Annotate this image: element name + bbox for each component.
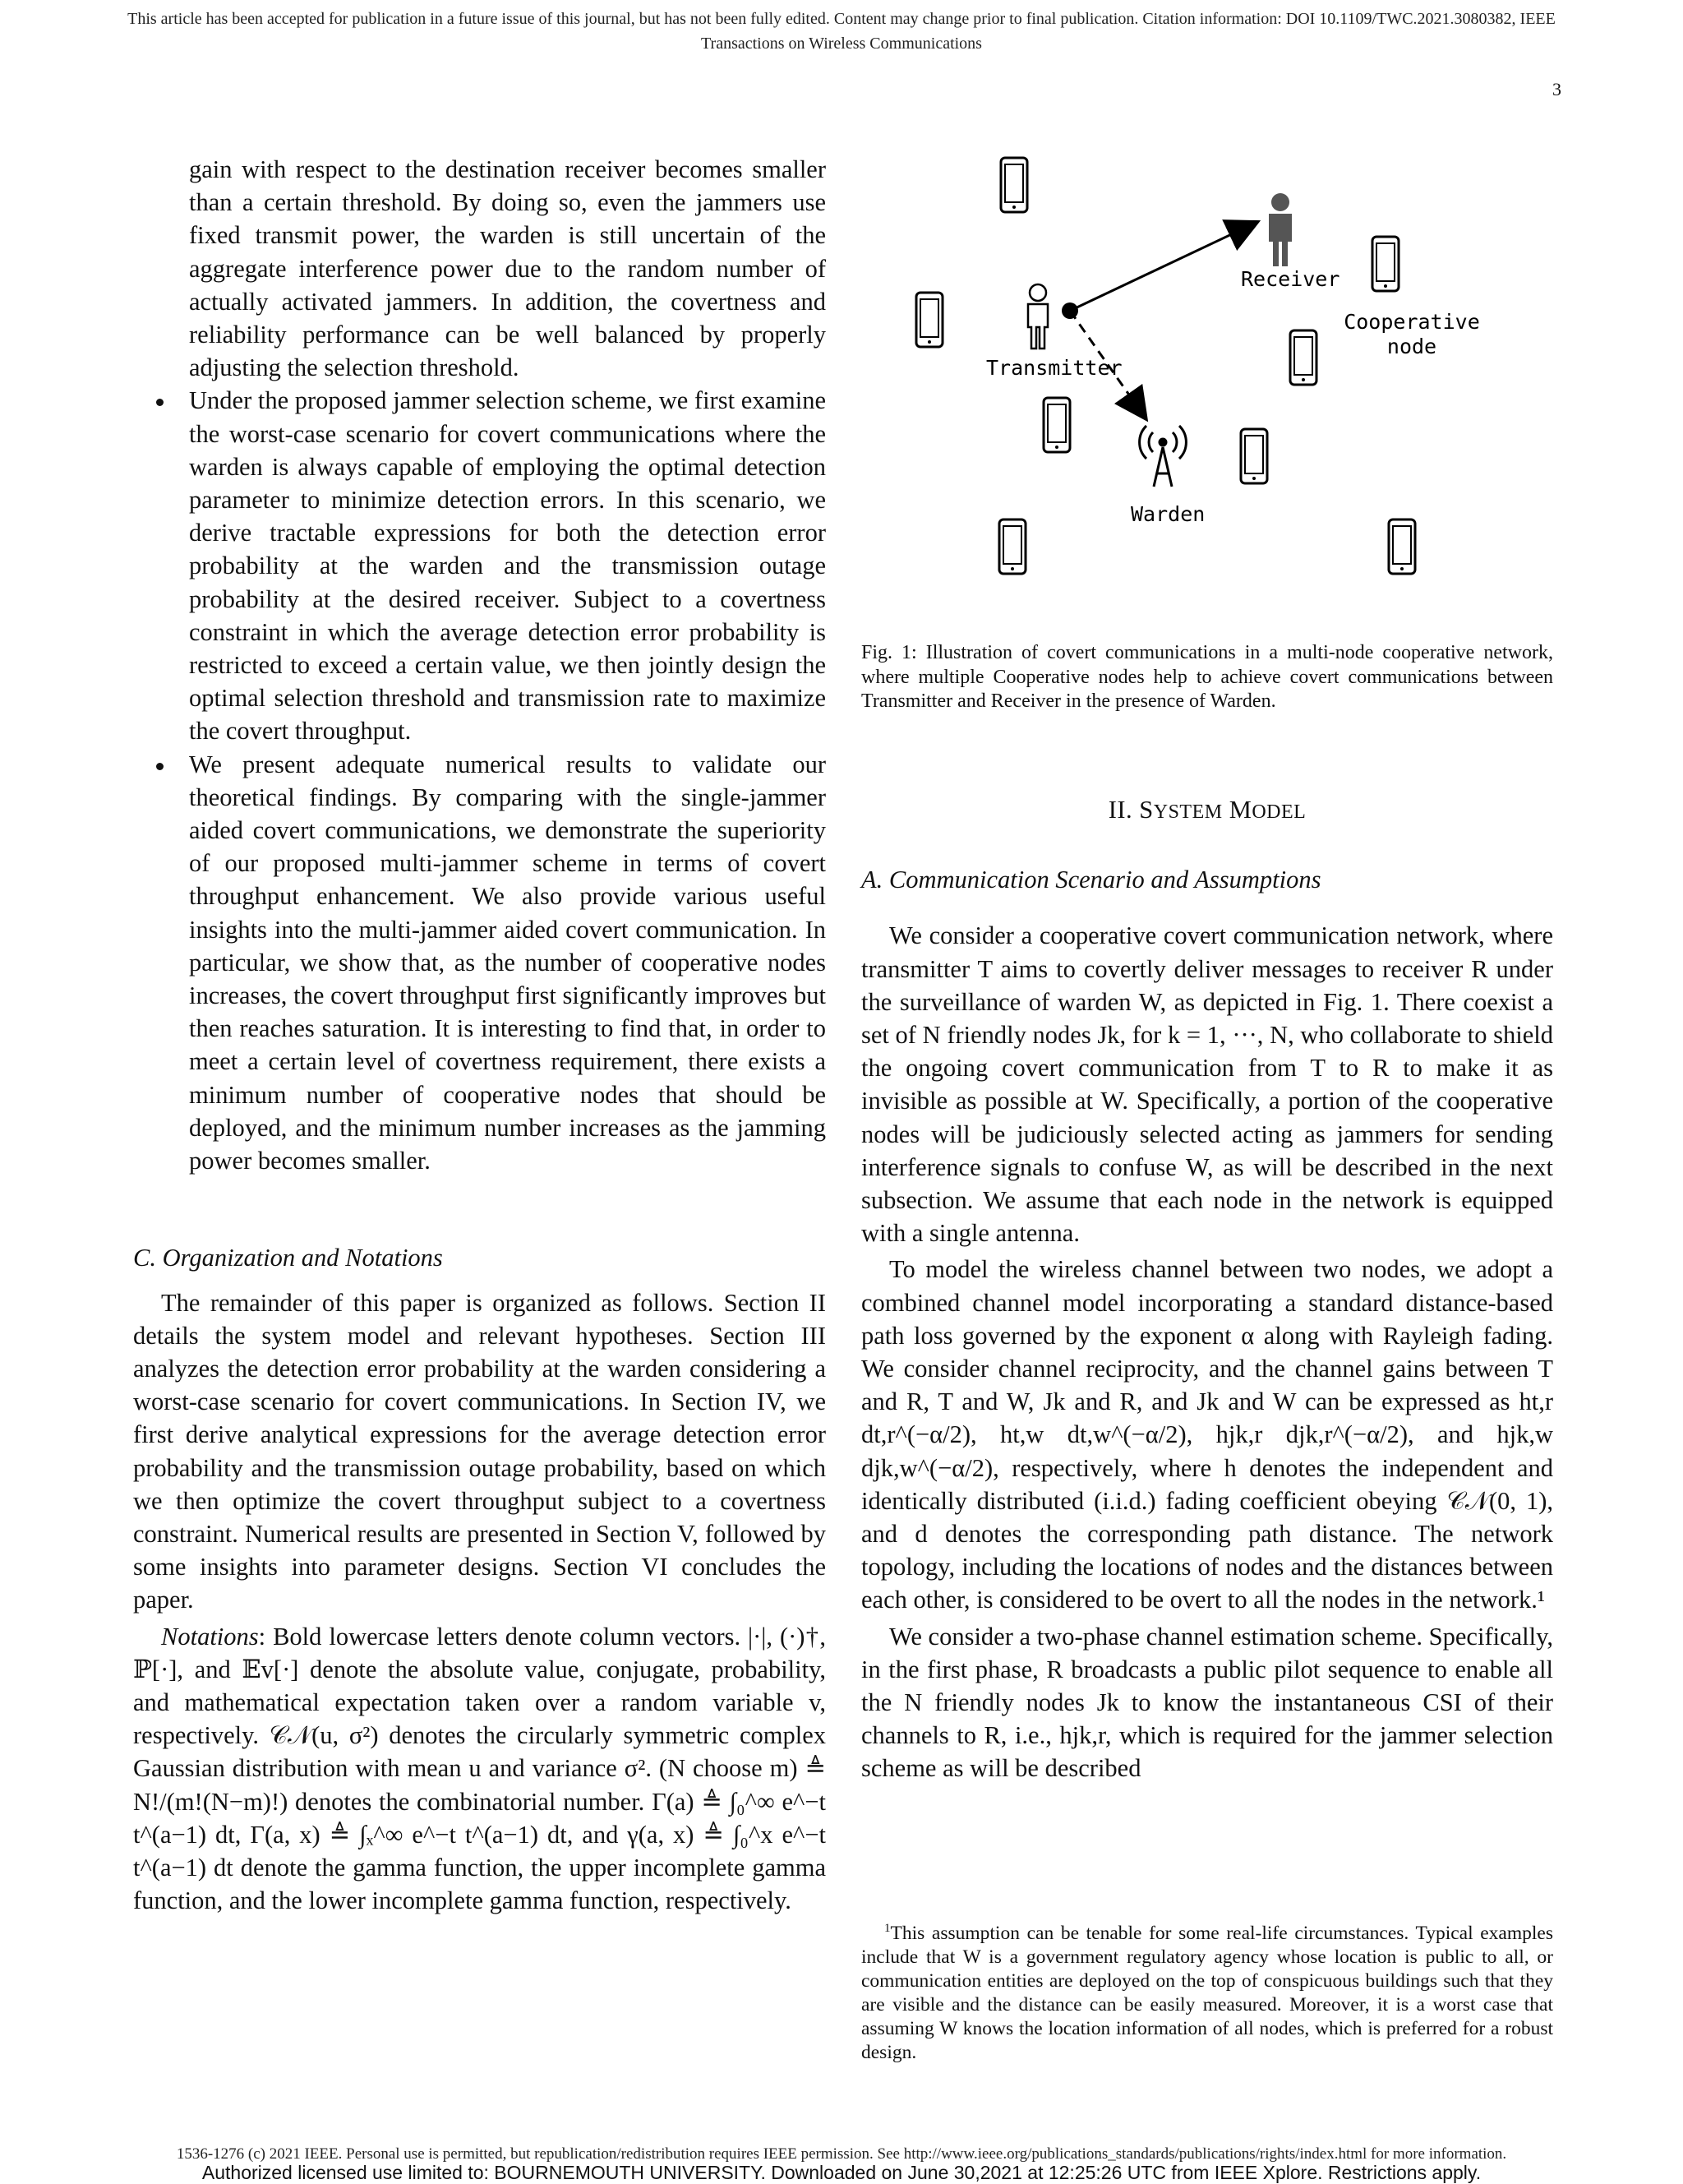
license-notice: Authorized licensed use limited to: BOURNEMOUTH UNIVERSITY. Downloaded on June 30,2021 at 12:25:26 UTC from IEEE Xplore. Restrictions apply. [201, 2162, 1482, 2183]
bullet-icon [156, 763, 164, 770]
coop-label: node [1386, 335, 1437, 358]
section-heading: II. SYSTEM MODEL [1108, 796, 1307, 824]
phone-icon [1001, 158, 1027, 212]
figure-network [896, 148, 1537, 592]
bullet-icon [156, 399, 164, 406]
phone-icon [1044, 398, 1070, 452]
right-column [861, 793, 1553, 1785]
receiver-label: Receiver [1241, 267, 1340, 291]
phone-icon [916, 293, 943, 347]
phone-icon [999, 519, 1026, 574]
copyright-notice: 1536-1276 (c) 2021 IEEE. Personal use is permitted, but republication/redistribution requires IEEE permission. See http://www.ieee.org/publications_standards/publications/rights/index.html for more information. [176, 2145, 1507, 2163]
warden-antenna-icon [1140, 426, 1187, 487]
journal-name: Transactions on Wireless Communications [701, 35, 982, 53]
contribution-list [133, 153, 826, 1177]
warden-label: Warden [1131, 502, 1206, 526]
phone-icon [1290, 330, 1316, 385]
subsection-heading: C. Organization and Notations [133, 1244, 443, 1272]
transmitter-label: Transmitter [986, 356, 1123, 380]
left-column [133, 153, 826, 1917]
paragraph: We consider a two-phase channel estimation scheme. Specifically, in the first phase, R broadcasts a public pilot sequence to enable all the N friendly nodes Jk to know the instantaneous CSI of their channels to R, i.e., hjk,r, which is required for the jammer selection scheme as will be described [861, 1622, 1553, 1783]
phone-icon [1372, 237, 1399, 291]
list-item: gain with respect to the destination receiver becomes smaller than a certain threshold. By doing so, even the jammers use fixed transmit power, the warden is still uncertain of the aggregate interference power due to the random number of actually activated jammers. In addition, the covertness and reliability performance can be well balanced by properly adjusting the selection threshold. [189, 155, 826, 382]
figure-caption: Fig. 1: Illustration of covert communications in a multi-node cooperative network, where multiple Cooperative nodes help to achieve covert communications between Transmitter and Receiver in the presence of Warden. [861, 642, 1553, 712]
coop-label: Cooperative [1344, 310, 1480, 334]
transmitter-icon [1028, 284, 1078, 349]
phone-icon [1241, 429, 1267, 483]
header-notice: This article has been accepted for publication in a future issue of this journal, but has not been fully edited. Content may change prior to final publication. Citation information: DOI 10.1109/TWC.2021.3080382, IEEE [127, 10, 1556, 28]
receiver-icon [1269, 193, 1292, 266]
phone-icon [1389, 519, 1415, 574]
paragraph: We consider a cooperative covert communication network, where transmitter T aims to covertly deliver messages to receiver R under the surveillance of warden W, as depicted in Fig. 1. There coexist a set of N friendly nodes Jk, for k = 1, ···, N, who collaborate to shield the ongoing covert communication from T to R to make it as invisible as possible at W. Specifically, a portion of the cooperative nodes will be judiciously selected acting as jammers for sending interference signals to confuse W, as will be described in the next subsection. We assume that each node in the network is equipped with a single antenna. [861, 921, 1553, 1248]
list-item: Under the proposed jammer selection scheme, we first examine the worst-case scenario for covert communications where the warden is always capable of employing the optimal detection parameter to minimize detection errors. In this scenario, we derive tractable expressions for both the detection error probability at the warden and the transmission outage probability at the desired receiver. Subject to a covertness constraint in which the average detection error probability is restricted to exceed a certain value, we then jointly design the optimal selection threshold and transmission rate to maximize the covert throughput. [133, 384, 826, 747]
page-number: 3 [1552, 79, 1561, 99]
paragraph: To model the wireless channel between two nodes, we adopt a combined channel model incorporating a standard distance-based path loss governed by the exponent α along with Rayleigh fading. We consider channel reciprocity, and the channel gains between T and R, T and W, Jk and R, and Jk and W can be expressed as ht,r dt,r^(−α/2), ht,w dt,w^(−α/2), hjk,r djk,r^(−α/2), and hjk,w djk,w^(−α/2), respectively, where h denotes the independent and identically distributed (i.i.d.) fading coefficient obeying 𝒞𝒩(0, 1), and d denotes the corresponding path distance. The network topology, including the locations of nodes and the distances between each other, is considered to be overt to all the nodes in the network.¹ [861, 1255, 1553, 1614]
footnote: $^1$This assumption can be tenable for some real-life circumstances. Typical examples include that W is a government regulatory agency whose location is public to all, or communication entities are deployed on the top of conspicuous buildings such that they are visible and the distance can be easily measured. Moreover, it is a worst case that assuming W knows the location information of all nodes, which is preferred for a robust design. [861, 1922, 1553, 2063]
paragraph: The remainder of this paper is organized as follows. Section II details the system model and relevant hypotheses. Section III analyzes the detection error probability at the warden considering a worst-case scenario for covert communications. In Section IV, we first derive analytical expressions for the average detection error probability and the transmission outage probability, based on which we then optimize the covert throughput subject to a covertness constraint. Numerical results are presented in Section V, followed by some insights into parameter designs. Section VI concludes the paper. [133, 1288, 826, 1614]
list-item: We present adequate numerical results to validate our theoretical findings. By comparing with the single-jammer aided covert communications, we demonstrate the superiority of our proposed multi-jammer scheme in terms of covert throughput enhancement. We also provide various useful insights into the multi-jammer aided covert communication. In particular, we show that, as the number of cooperative nodes increases, the covert throughput first significantly improves but then reaches saturation. It is interesting to find that, in order to meet a certain level of covertness requirement, there exists a minimum number of cooperative nodes that should be deployed, and the minimum number increases as the jamming power becomes smaller. [133, 748, 826, 1178]
subsection-heading: A. Communication Scenario and Assumptions [861, 866, 1321, 894]
paragraph: Notations: Bold lowercase letters denote column vectors. |·|, (·)†, ℙ[·], and 𝔼v[·] denote the absolute value, conjugate, probability, and mathematical expectation taken over a random variable v, respectively. 𝒞𝒩(u, σ²) denotes the circularly symmetric complex Gaussian distribution with mean u and variance σ². (N choose m) ≜ N!/(m!(N−m)!) denotes the combinatorial number. Γ(a) ≜ ∫₀^∞ e^−t t^(a−1) dt, Γ(a, x) ≜ ∫ₓ^∞ e^−t t^(a−1) dt, and γ(a, x) ≜ ∫₀^x e^−t t^(a−1) dt denote the gamma function, the upper incomplete gamma function, and the lower incomplete gamma function, respectively. [133, 1622, 826, 1915]
link-arrow [1070, 224, 1254, 311]
